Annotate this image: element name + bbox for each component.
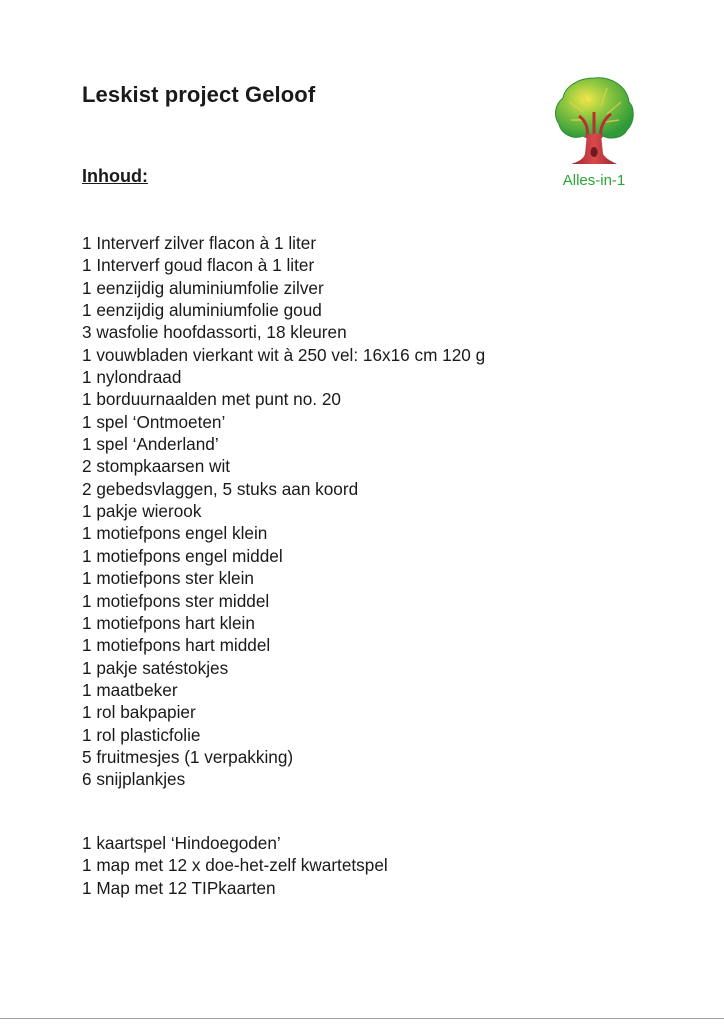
list-item: 1 eenzijdig aluminiumfolie goud [82,300,322,321]
logo [549,72,639,194]
list-item: 1 motiefpons hart klein [82,612,255,633]
list-item: 1 rol bakpapier [82,702,196,723]
list-item: 1 borduurnaalden met punt no. 20 [82,389,341,410]
list-item: 1 spel ‘Ontmoeten’ [82,411,226,432]
tree-icon [549,72,639,172]
list-item: 5 fruitmesjes (1 verpakking) [82,746,294,767]
page-edge-line [0,1018,724,1019]
list-item: 1 motiefpons engel middel [82,545,283,566]
extra-contents-list [82,832,388,899]
list-item: 1 rol plasticfolie [82,724,201,745]
list-item: 1 Interverf goud flacon à 1 liter [82,255,315,276]
contents-list [82,232,485,791]
list-item: 1 Map met 12 TIPkaarten [82,877,276,898]
document-title: Leskist project Geloof [82,82,316,107]
list-item: 1 motiefpons ster klein [82,568,254,589]
list-item: 1 Interverf zilver flacon à 1 liter [82,233,317,253]
list-item: 1 pakje wierook [82,501,202,522]
list-item: 3 wasfolie hoofdassorti, 18 kleuren [82,322,347,343]
list-item: 1 motiefpons ster middel [82,590,270,611]
list-item: 6 snijplankjes [82,769,186,790]
list-item: 1 vouwbladen vierkant wit à 250 vel: 16x16 cm 120 g [82,344,486,365]
list-item: 2 gebedsvlaggen, 5 stuks aan koord [82,478,359,499]
list-item: 1 eenzijdig aluminiumfolie zilver [82,277,324,298]
list-item: 1 pakje satéstokjes [82,657,229,678]
list-item: 1 motiefpons hart middel [82,635,271,656]
list-item: 1 nylondraad [82,367,182,388]
section-heading: Inhoud: [82,166,148,186]
list-item: 1 map met 12 x doe-het-zelf kwartetspel [82,855,388,876]
logo-text: Alles-in-1 [562,172,626,189]
list-item: 1 kaartspel ‘Hindoegoden’ [82,833,281,853]
list-item: 2 stompkaarsen wit [82,456,231,477]
list-item: 1 spel ‘Anderland’ [82,434,219,455]
list-item: 1 maatbeker [82,679,178,700]
list-item: 1 motiefpons engel klein [82,523,268,544]
